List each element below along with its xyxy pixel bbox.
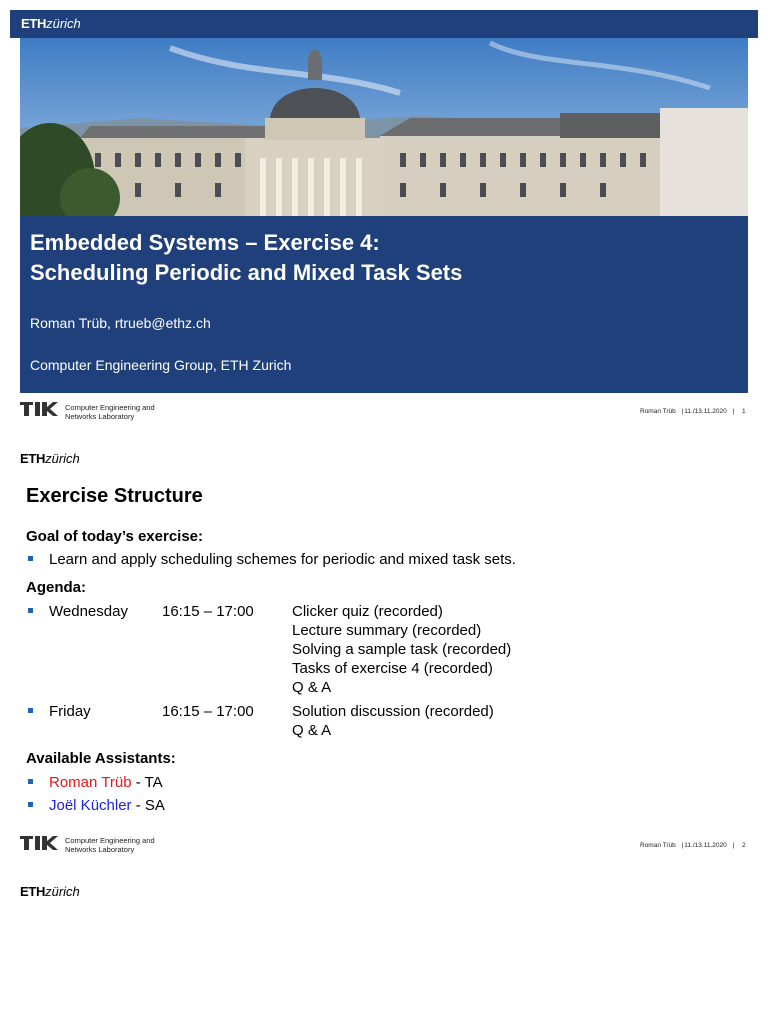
footer-presenter: Roman Trüb bbox=[640, 408, 676, 415]
assistant-role: - SA bbox=[131, 797, 165, 814]
author-line: Roman Trüb, rtrueb@ethz.ch bbox=[30, 315, 211, 331]
agenda-item: Solution discussion (recorded) bbox=[292, 703, 494, 720]
eth-zurich-logo: ETHzürich bbox=[20, 451, 80, 466]
lab-name: Computer Engineering and Networks Laboratory bbox=[65, 836, 155, 854]
footer-separator: | bbox=[681, 842, 684, 849]
agenda-item: Q & A bbox=[292, 679, 332, 696]
agenda-day: Wednesday bbox=[49, 603, 128, 620]
agenda-item: Q & A bbox=[292, 722, 332, 739]
bullet-icon bbox=[28, 608, 33, 613]
page-number: 2 bbox=[742, 842, 746, 849]
lab-name: Computer Engineering and Networks Laboratory bbox=[65, 403, 155, 421]
footer-separator: | bbox=[681, 408, 684, 415]
group-line: Computer Engineering Group, ETH Zurich bbox=[30, 357, 292, 373]
title-box bbox=[20, 216, 748, 393]
tik-logo bbox=[20, 402, 58, 421]
agenda-heading: Agenda: bbox=[26, 579, 86, 596]
agenda-item: Lecture summary (recorded) bbox=[292, 622, 482, 639]
agenda-day: Friday bbox=[49, 703, 91, 720]
agenda-time: 16:15 – 17:00 bbox=[162, 703, 254, 720]
eth-zurich-logo: ETHzürich bbox=[21, 16, 81, 31]
assistants-heading: Available Assistants: bbox=[26, 750, 176, 767]
assistant-role: - TA bbox=[131, 774, 163, 791]
bullet-icon bbox=[28, 779, 33, 784]
bullet-icon bbox=[28, 708, 33, 713]
bullet-icon bbox=[28, 802, 33, 807]
agenda-item: Tasks of exercise 4 (recorded) bbox=[292, 660, 493, 677]
eth-zurich-logo: ETHzürich bbox=[20, 884, 80, 899]
assistant-entry bbox=[49, 796, 165, 815]
tik-logo-icon bbox=[20, 402, 58, 416]
agenda-item: Clicker quiz (recorded) bbox=[292, 603, 443, 620]
title-line-2: Scheduling Periodic and Mixed Task Sets bbox=[30, 260, 463, 285]
footer-date: 11./13.11.2020 bbox=[684, 842, 727, 849]
agenda-item: Solving a sample task (recorded) bbox=[292, 641, 512, 658]
footer-date: 11./13.11.2020 bbox=[684, 408, 727, 415]
goal-item: Learn and apply scheduling schemes for periodic and mixed task sets. bbox=[49, 551, 516, 568]
title-slide-header-bar bbox=[10, 10, 758, 38]
eth-main-building-photo bbox=[20, 38, 748, 216]
page-number: 1 bbox=[742, 408, 746, 415]
slide-footer-meta bbox=[640, 842, 746, 849]
assistant-name: Joël Küchler bbox=[49, 797, 132, 814]
agenda-items bbox=[292, 702, 494, 740]
slide-footer-meta bbox=[640, 408, 746, 415]
assistant-name: Roman Trüb bbox=[49, 774, 132, 791]
slide-title bbox=[30, 228, 462, 288]
footer-presenter: Roman Trüb bbox=[640, 842, 676, 849]
footer-separator: | bbox=[732, 408, 735, 415]
agenda-items bbox=[292, 602, 511, 697]
footer-separator: | bbox=[732, 842, 735, 849]
assistant-entry bbox=[49, 773, 163, 792]
tik-logo bbox=[20, 836, 58, 855]
tik-logo-icon bbox=[20, 836, 58, 850]
bullet-icon bbox=[28, 556, 33, 561]
title-line-1: Embedded Systems – Exercise 4: bbox=[30, 230, 380, 255]
building-illustration bbox=[20, 38, 748, 216]
agenda-time: 16:15 – 17:00 bbox=[162, 603, 254, 620]
goal-heading: Goal of today’s exercise: bbox=[26, 528, 204, 545]
slide-title: Exercise Structure bbox=[26, 485, 203, 507]
